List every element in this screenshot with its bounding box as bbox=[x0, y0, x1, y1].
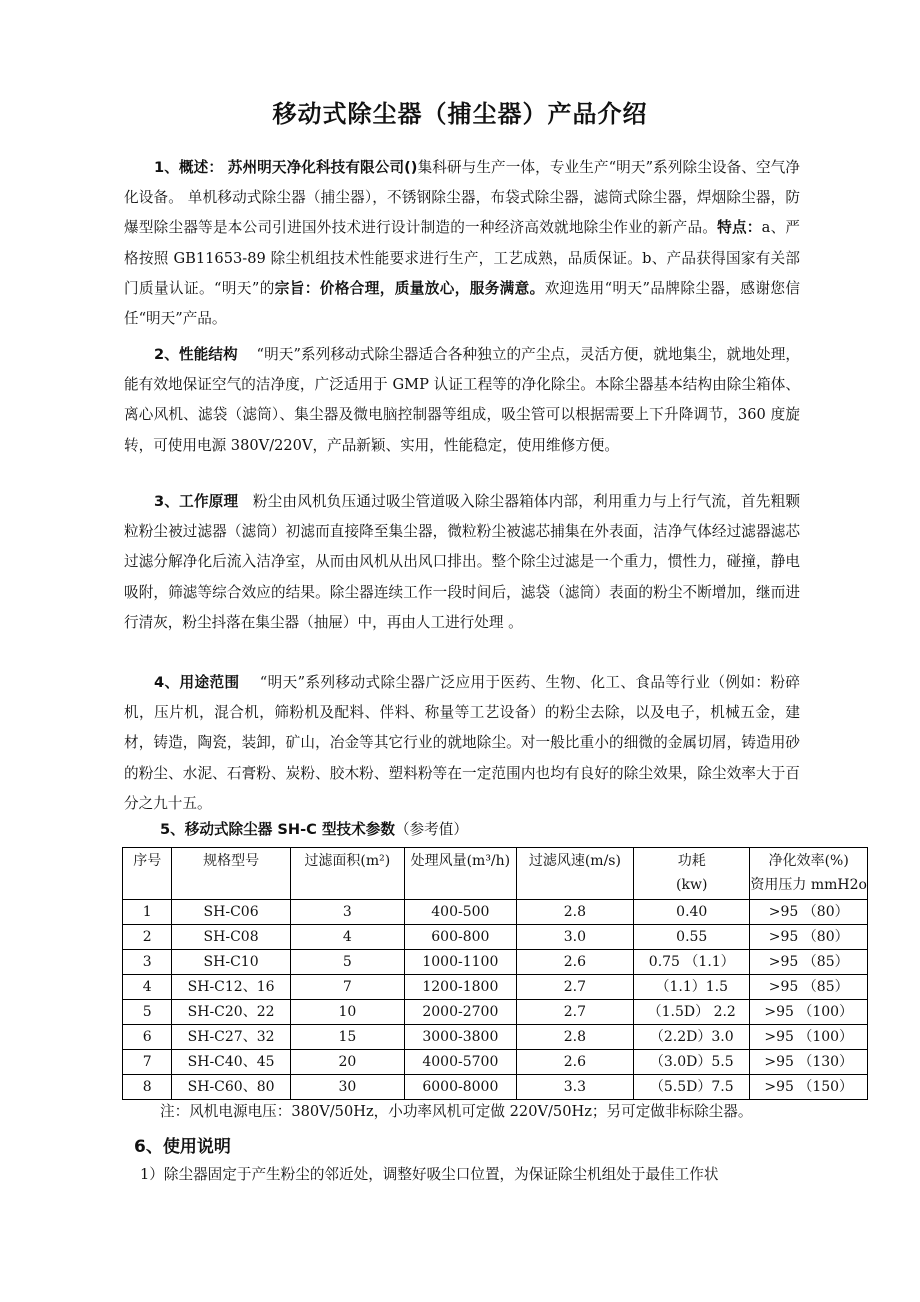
table-header-cell bbox=[516, 848, 633, 900]
table-cell: 8 bbox=[123, 1075, 172, 1100]
table-cell: 3 bbox=[290, 900, 404, 925]
table-cell: （1.5D） 2.2 bbox=[634, 1000, 750, 1025]
table-row bbox=[123, 900, 868, 925]
table-header-cell bbox=[750, 848, 868, 900]
table-header-row bbox=[123, 848, 868, 900]
table-header-cell bbox=[405, 848, 517, 900]
purpose-label: 宗旨： bbox=[274, 279, 320, 297]
table-cell: 0.40 bbox=[634, 900, 750, 925]
company-brackets: () bbox=[404, 159, 418, 176]
table-cell: 2.8 bbox=[516, 900, 633, 925]
table-cell: 600-800 bbox=[405, 925, 517, 950]
table-cell: 6000-8000 bbox=[405, 1075, 517, 1100]
table-cell: 0.75 （1.1） bbox=[634, 950, 750, 975]
table-header-line: 功耗 bbox=[677, 853, 706, 869]
overview-text: 集科研与生产一体，专业生产“明天”系列除尘设备、空气净化设备。 单机移动式除尘器（捕尘器），不锈钢除尘器，布袋式除尘器，滤筒式除尘器，焊烟除尘器，防爆型除尘器等是本公司引进国外技术进行设计制造的一种经济高效就地除尘作业的新产品。 bbox=[124, 159, 800, 237]
table-cell: 4000-5700 bbox=[405, 1050, 517, 1075]
section-overview-label: 1、概述： bbox=[154, 159, 224, 176]
page-title: 移动式除尘器（捕尘器）产品介绍 bbox=[272, 100, 648, 128]
table-caption-title: 5、移动式除尘器 SH-C 型技术参数 bbox=[160, 821, 395, 838]
table-cell: 6 bbox=[123, 1025, 172, 1050]
table-cell: SH-C60、80 bbox=[172, 1075, 290, 1100]
section-principle-label: 3、工作原理 bbox=[154, 493, 239, 510]
table-cell: 1000-1100 bbox=[405, 950, 517, 975]
table-cell: 3000-3800 bbox=[405, 1025, 517, 1050]
table-header-line: (kw) bbox=[676, 877, 708, 893]
table-cell: （3.0D）5.5 bbox=[634, 1050, 750, 1075]
table-cell: 2.6 bbox=[516, 950, 633, 975]
usage-text: “明天”系列移动式除尘器广泛应用于医药、生物、化工、食品等行业（例如：粉碎机，压片机，混合机，筛粉机及配料、伴料、称量等工艺设备）的粉尘去除，以及电子，机械五金，建材，铸造，陶瓷，装卸，矿山，冶金等其它行业的就地除尘。对一般比重小的细微的金属切屑，铸造用砂的粉尘、水泥、石膏粉、炭粉、胶木粉、塑料粉等在一定范围内也均有良好的除尘效果，除尘效率大于百分之九十五。 bbox=[124, 674, 801, 812]
table-cell: 2.8 bbox=[516, 1025, 633, 1050]
table-header-cell bbox=[634, 848, 750, 900]
section-usage bbox=[124, 668, 800, 819]
table-row bbox=[123, 1050, 868, 1075]
table-caption-note: （参考值） bbox=[394, 821, 468, 838]
table-cell: 0.55 bbox=[634, 925, 750, 950]
table-body bbox=[123, 900, 868, 1100]
spec-table bbox=[122, 847, 868, 1100]
table-row bbox=[123, 950, 868, 975]
table-row bbox=[123, 1075, 868, 1100]
table-header-line: 过滤风速(m/s) bbox=[528, 853, 621, 869]
table-cell: 4 bbox=[123, 975, 172, 1000]
section-usage-label: 4、用途范围 bbox=[154, 674, 240, 691]
table-cell: 2000-2700 bbox=[405, 1000, 517, 1025]
table-header-line: 资用压力 mmH2o bbox=[750, 877, 867, 893]
table-cell: >95 （100） bbox=[750, 1025, 868, 1050]
instruction-item-1: 1）除尘器固定于产生粉尘的邻近处，调整好吸尘口位置，为保证除尘机组处于最佳工作状 bbox=[140, 1166, 719, 1183]
table-cell: SH-C40、45 bbox=[172, 1050, 290, 1075]
table-cell: SH-C06 bbox=[172, 900, 290, 925]
table-cell: 3.3 bbox=[516, 1075, 633, 1100]
table-cell: （1.1）1.5 bbox=[634, 975, 750, 1000]
feature-text: a、严格按照 GB11653-89 除尘机组技术性能要求进行生产，工艺成熟，品质保证。b、产品获得国家有关部门质量认证。“明天”的 bbox=[124, 219, 800, 297]
section-principle bbox=[124, 487, 800, 638]
table-note: 注：风机电源电压：380V/50Hz，小功率风机可定做 220V/50Hz；另可定做非标除尘器。 bbox=[160, 1103, 753, 1120]
table-cell: >95 （85） bbox=[750, 950, 868, 975]
table-cell: >95 （100） bbox=[750, 1000, 868, 1025]
table-cell: SH-C12、16 bbox=[172, 975, 290, 1000]
feature-label: 特点： bbox=[717, 219, 762, 237]
table-cell: >95 （80） bbox=[750, 900, 868, 925]
table-cell: 7 bbox=[290, 975, 404, 1000]
welcome-text: 欢迎选用“明天”品牌除尘器，感谢您信任“明天”产品。 bbox=[124, 279, 800, 328]
table-row bbox=[123, 1000, 868, 1025]
purpose-text: 价格合理，质量放心，服务满意。 bbox=[319, 279, 545, 297]
table-row bbox=[123, 1025, 868, 1050]
table-row bbox=[123, 975, 868, 1000]
table-cell: （2.2D）3.0 bbox=[634, 1025, 750, 1050]
table-cell: SH-C08 bbox=[172, 925, 290, 950]
table-cell: 2 bbox=[123, 925, 172, 950]
table-cell: 10 bbox=[290, 1000, 404, 1025]
table-header-line: 序号 bbox=[133, 853, 162, 869]
table-cell: 3.0 bbox=[516, 925, 633, 950]
table-header-cell bbox=[123, 848, 172, 900]
principle-text: 粉尘由风机负压通过吸尘管道吸入除尘器箱体内部，利用重力与上行气流，首先粗颗粒粉尘被过滤器（滤筒）初滤而直接降至集尘器，微粒粉尘被滤芯捕集在外表面，洁净气体经过滤器滤芯过滤分解净化后流入洁净室，从而由风机从出风口排出。整个除尘过滤是一个重力，惯性力，碰撞，静电吸附，筛滤等综合效应的结果。除尘器连续工作一段时间后，滤袋（滤筒）表面的粉尘不断增加，继而进行清灰，粉尘抖落在集尘器（抽屉）中，再由人工进行处理 。 bbox=[124, 493, 800, 631]
table-cell: 1200-1800 bbox=[405, 975, 517, 1000]
table-cell: （5.5D）7.5 bbox=[634, 1075, 750, 1100]
table-cell: >95 （150） bbox=[750, 1075, 868, 1100]
section-structure bbox=[124, 340, 800, 461]
table-header-line: 净化效率(%) bbox=[768, 853, 849, 869]
table-row bbox=[123, 925, 868, 950]
table-cell: SH-C10 bbox=[172, 950, 290, 975]
table-cell: 5 bbox=[290, 950, 404, 975]
company-name: 苏州明天净化科技有限公司 bbox=[227, 159, 405, 176]
table-cell: 3 bbox=[123, 950, 172, 975]
table-cell: 2.7 bbox=[516, 975, 633, 1000]
table-cell: 7 bbox=[123, 1050, 172, 1075]
table-cell: SH-C27、32 bbox=[172, 1025, 290, 1050]
table-cell: >95 （85） bbox=[750, 975, 868, 1000]
section-instructions-heading: 6、使用说明 bbox=[134, 1137, 231, 1157]
table-cell: 4 bbox=[290, 925, 404, 950]
table-cell: 1 bbox=[123, 900, 172, 925]
table-header-line: 规格型号 bbox=[203, 853, 260, 869]
table-header-line: 过滤面积(m²) bbox=[304, 853, 391, 869]
table-caption bbox=[160, 818, 468, 839]
table-header-line: 处理风量(m³/h) bbox=[410, 853, 511, 869]
table-header-cell bbox=[290, 848, 404, 900]
table-cell: 20 bbox=[290, 1050, 404, 1075]
table-header-cell bbox=[172, 848, 290, 900]
table-cell: 30 bbox=[290, 1075, 404, 1100]
table-cell: SH-C20、22 bbox=[172, 1000, 290, 1025]
table-cell: >95 （130） bbox=[750, 1050, 868, 1075]
table-cell: >95 （80） bbox=[750, 925, 868, 950]
table-cell: 2.6 bbox=[516, 1050, 633, 1075]
table-cell: 400-500 bbox=[405, 900, 517, 925]
table-cell: 2.7 bbox=[516, 1000, 633, 1025]
section-structure-label: 2、性能结构 bbox=[154, 346, 238, 363]
section-overview bbox=[124, 153, 800, 334]
table-cell: 15 bbox=[290, 1025, 404, 1050]
table-cell: 5 bbox=[123, 1000, 172, 1025]
structure-text: “明天”系列移动式除尘器适合各种独立的产尘点，灵活方便，就地集尘，就地处理，能有效地保证空气的洁净度，广泛适用于 GMP 认证工程等的净化除尘。本除尘器基本结构由除尘箱体、离心风机、滤袋（滤筒）、集尘器及微电脑控制器等组成，吸尘管可以根据需要上下升降调节，360 度旋转，可使用电源 380V/220V，产品新颖、实用，性能稳定，使用维修方便。 bbox=[124, 346, 800, 454]
